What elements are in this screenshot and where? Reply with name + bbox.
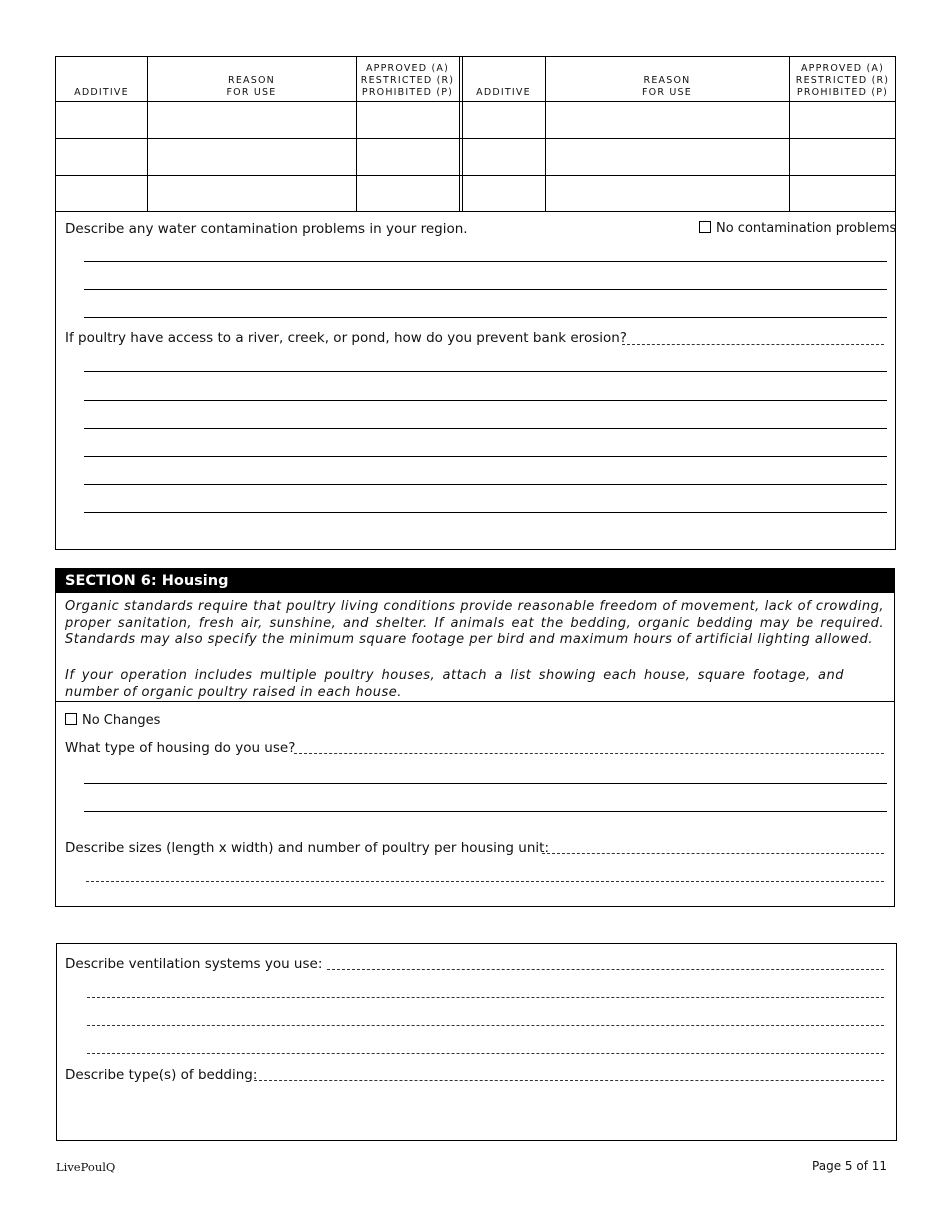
bank-erosion-question: If poultry have access to a river, creek, or pond, how do you prevent bank erosion? (65, 330, 627, 346)
header-status-line3: PROHIBITED (P) (796, 87, 889, 98)
ventilation-question: Describe ventilation systems you use: (65, 956, 323, 972)
cell-reason-2-r1[interactable] (546, 102, 788, 138)
answer-line[interactable] (87, 1025, 884, 1026)
header-status-line2: RESTRICTED (R) (795, 75, 890, 86)
cell-status-r1[interactable] (357, 102, 458, 138)
header-reason-line1: REASON (228, 75, 275, 86)
cell-reason-r3[interactable] (148, 176, 355, 211)
multiple-houses-instruction: If your operation includes multiple poultry houses, attach a list showing each house, square footage, and number of organic poultry raised in each house. (65, 668, 844, 700)
answer-line[interactable] (542, 853, 884, 854)
answer-line[interactable] (84, 484, 887, 485)
header-status (356, 57, 459, 101)
no-changes-checkbox[interactable] (65, 713, 77, 725)
housing-standards-text: Organic standards require that poultry living conditions provide reasonable freedom of movement, lack of crowding, proper sanitation, fresh air, sunshine, and shelter. If animals eat the bedding, organic bedding may be required. Standards may also specify the minimum square footage per bird and maximum hours of artificial lighting allowed. (65, 599, 884, 647)
answer-line[interactable] (84, 783, 887, 784)
no-changes-label: No Changes (82, 713, 161, 728)
answer-line[interactable] (84, 400, 887, 401)
cell-status-2-r2[interactable] (790, 139, 895, 175)
answer-line[interactable] (622, 344, 884, 345)
cell-additive-r1[interactable] (57, 102, 146, 138)
housing-sizes-question: Describe sizes (length x width) and number of poultry per housing unit: (65, 840, 549, 856)
cell-reason-2-r2[interactable] (546, 139, 788, 175)
header-additive-label: ADDITIVE (74, 87, 129, 98)
housing-type-question: What type of housing do you use? (65, 740, 296, 756)
table-divider (459, 57, 460, 211)
no-changes-option[interactable] (65, 713, 160, 728)
cell-status-2-r1[interactable] (790, 102, 895, 138)
page-number: Page 5 of 11 (812, 1159, 887, 1173)
cell-status-r2[interactable] (357, 139, 458, 175)
header-status-line2: RESTRICTED (R) (360, 75, 455, 86)
cell-reason-r1[interactable] (148, 102, 355, 138)
bedding-question: Describe type(s) of bedding: (65, 1067, 258, 1083)
ventilation-section (56, 943, 897, 1141)
no-contamination-option[interactable] (699, 221, 896, 236)
header-reason (147, 57, 356, 101)
header-status-line3: PROHIBITED (P) (361, 87, 454, 98)
section-6-housing (55, 568, 895, 907)
answer-line[interactable] (254, 1080, 884, 1081)
cell-additive-r2[interactable] (57, 139, 146, 175)
cell-additive-2-r1[interactable] (463, 102, 544, 138)
header-additive (56, 57, 147, 101)
header-reason-line2: FOR USE (226, 87, 277, 98)
cell-additive-2-r2[interactable] (463, 139, 544, 175)
header-reason-line1: REASON (643, 75, 691, 86)
water-contamination-question: Describe any water contamination problems in your region. (65, 221, 468, 237)
answer-line[interactable] (84, 371, 887, 372)
cell-additive-r3[interactable] (57, 176, 146, 211)
answer-line[interactable] (87, 1053, 884, 1054)
answer-line[interactable] (84, 289, 887, 290)
answer-line[interactable] (327, 969, 884, 970)
answer-line[interactable] (86, 881, 884, 882)
cell-status-2-r3[interactable] (790, 176, 895, 211)
header-status-2 (789, 57, 896, 101)
cell-additive-2-r3[interactable] (463, 176, 544, 211)
no-contamination-label: No contamination problems (716, 221, 897, 236)
cell-reason-r2[interactable] (148, 139, 355, 175)
answer-line[interactable] (84, 811, 887, 812)
water-section (55, 211, 896, 550)
form-id: LivePoulQ (56, 1160, 116, 1174)
answer-line[interactable] (87, 997, 884, 998)
section-title: SECTION 6: Housing (56, 569, 894, 593)
answer-line[interactable] (84, 456, 887, 457)
header-status-line1: APPROVED (A) (365, 63, 449, 74)
header-reason-line2: FOR USE (642, 87, 692, 98)
section-divider (56, 701, 894, 702)
answer-line[interactable] (294, 753, 884, 754)
answer-line[interactable] (84, 317, 887, 318)
answer-line[interactable] (84, 512, 887, 513)
no-contamination-checkbox[interactable] (699, 221, 711, 233)
answer-line[interactable] (84, 261, 887, 262)
header-reason-2 (545, 57, 789, 101)
cell-status-r3[interactable] (357, 176, 458, 211)
answer-line[interactable] (84, 428, 887, 429)
header-additive-2 (462, 57, 545, 101)
additive-table (55, 56, 896, 212)
cell-reason-2-r3[interactable] (546, 176, 788, 211)
header-status-line1: APPROVED (A) (800, 63, 884, 74)
header-additive-label: ADDITIVE (476, 87, 531, 98)
